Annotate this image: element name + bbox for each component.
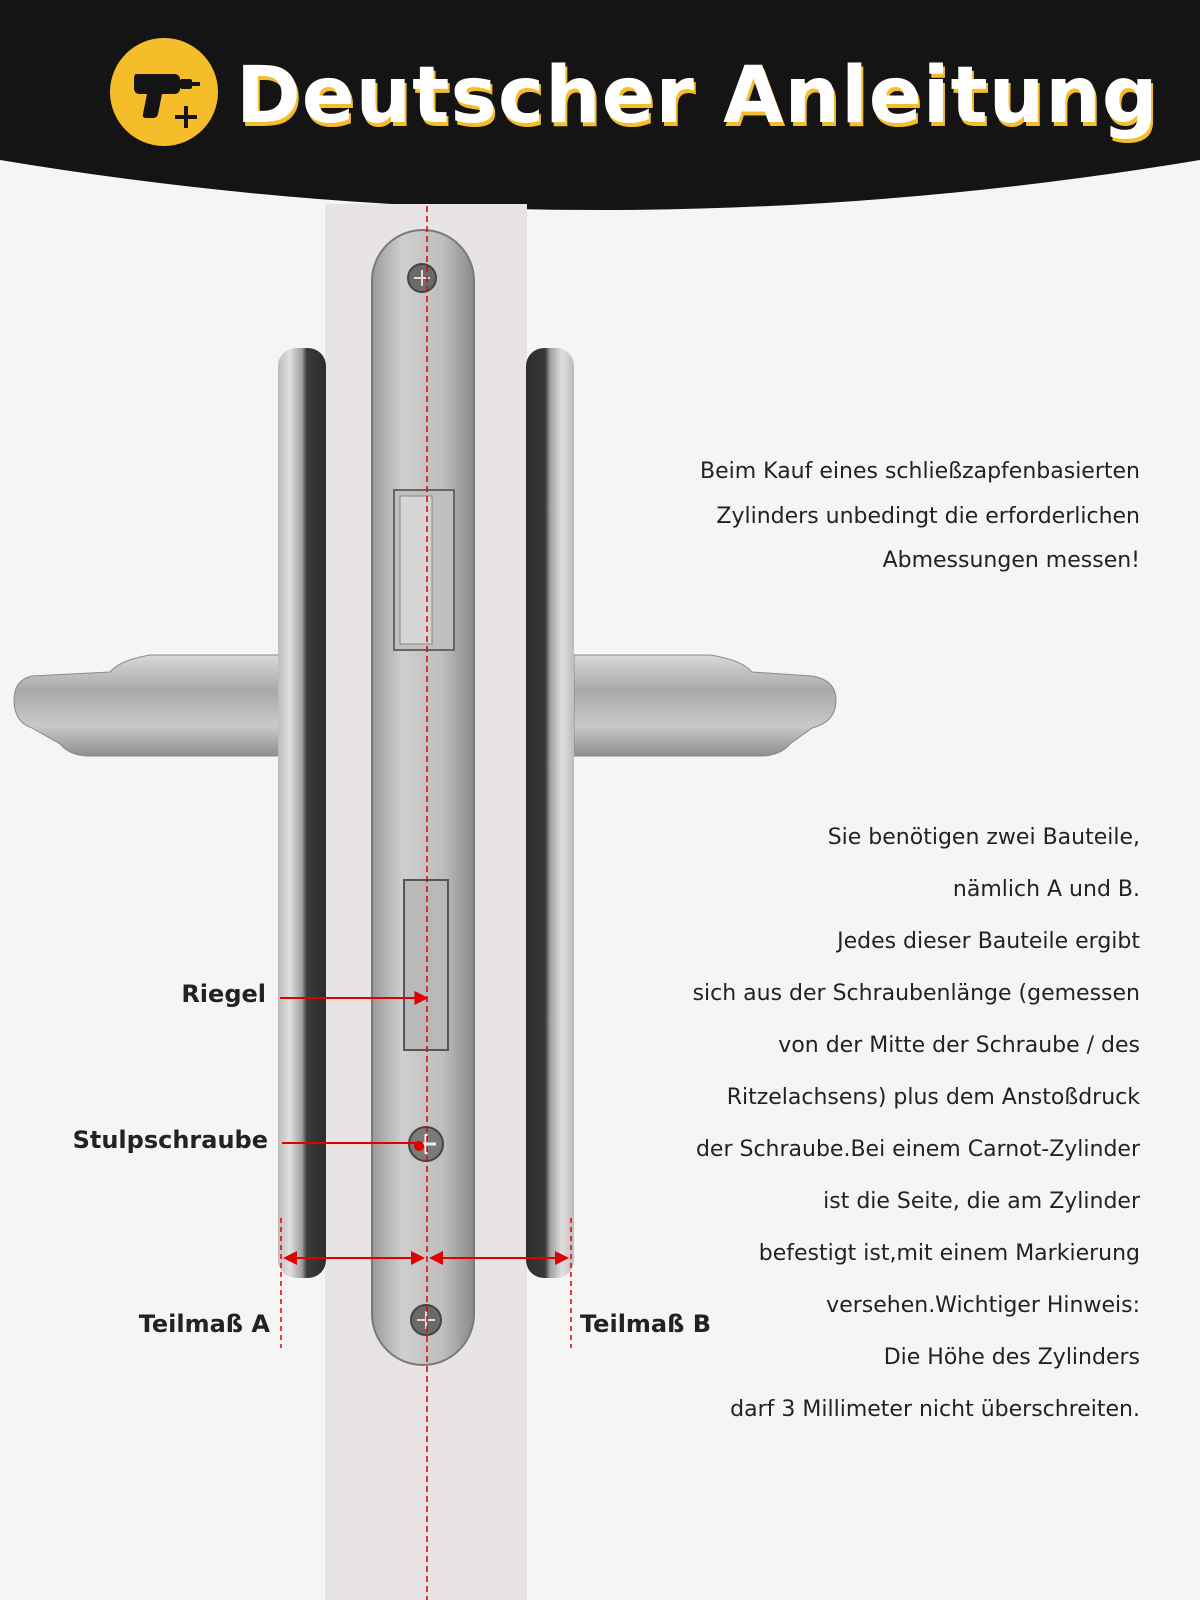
label-teilmass-b: Teilmaß B bbox=[580, 1310, 712, 1338]
screw-top bbox=[408, 264, 436, 292]
label-teilmass-a: Teilmaß A bbox=[138, 1310, 270, 1338]
explanation-line: von der Mitte der Schraube / des bbox=[778, 1033, 1140, 1058]
label-riegel: Riegel bbox=[181, 980, 266, 1008]
purchase-tip bbox=[700, 450, 1140, 584]
label-stulpschraube: Stulpschraube bbox=[72, 1126, 268, 1154]
explanation-line: Ritzelachsens) plus dem Anstoßdruck bbox=[726, 1085, 1140, 1110]
explanation-line: befestigt ist,mit einem Markierung bbox=[758, 1241, 1140, 1266]
page-title: Deutscher Anleitung bbox=[236, 51, 1159, 141]
explanation-line: nämlich A und B. bbox=[952, 877, 1140, 902]
purchase-tip-line: Zylinders unbedingt die erforderlichen bbox=[716, 503, 1140, 529]
explanation-line: Die Höhe des Zylinders bbox=[883, 1345, 1140, 1370]
purchase-tip-line: Abmessungen messen! bbox=[882, 548, 1140, 573]
explanation-line: ist die Seite, die am Zylinder bbox=[823, 1189, 1140, 1214]
right-plate bbox=[526, 348, 574, 1278]
purchase-tip-line: Beim Kauf eines schließzapfenbasierten bbox=[700, 459, 1140, 484]
explanation-line: versehen.Wichtiger Hinweis: bbox=[826, 1293, 1140, 1318]
explanation-line: sich aus der Schraubenlänge (gemessen bbox=[692, 981, 1140, 1006]
screw-bottom bbox=[411, 1305, 441, 1335]
left-handle bbox=[14, 655, 280, 756]
explanation-line: Jedes dieser Bauteile ergibt bbox=[837, 929, 1140, 954]
right-handle bbox=[574, 655, 836, 756]
lock-faceplate bbox=[372, 230, 474, 1365]
explanation-line: der Schraube.Bei einem Carnot-Zylinder bbox=[695, 1137, 1140, 1162]
deadbolt bbox=[404, 880, 448, 1050]
left-plate bbox=[278, 348, 326, 1278]
explanation-line: darf 3 Millimeter nicht überschreiten. bbox=[730, 1397, 1140, 1422]
explanation-line: Sie benötigen zwei Bauteile, bbox=[827, 825, 1140, 850]
explanation-text bbox=[693, 812, 1140, 1436]
